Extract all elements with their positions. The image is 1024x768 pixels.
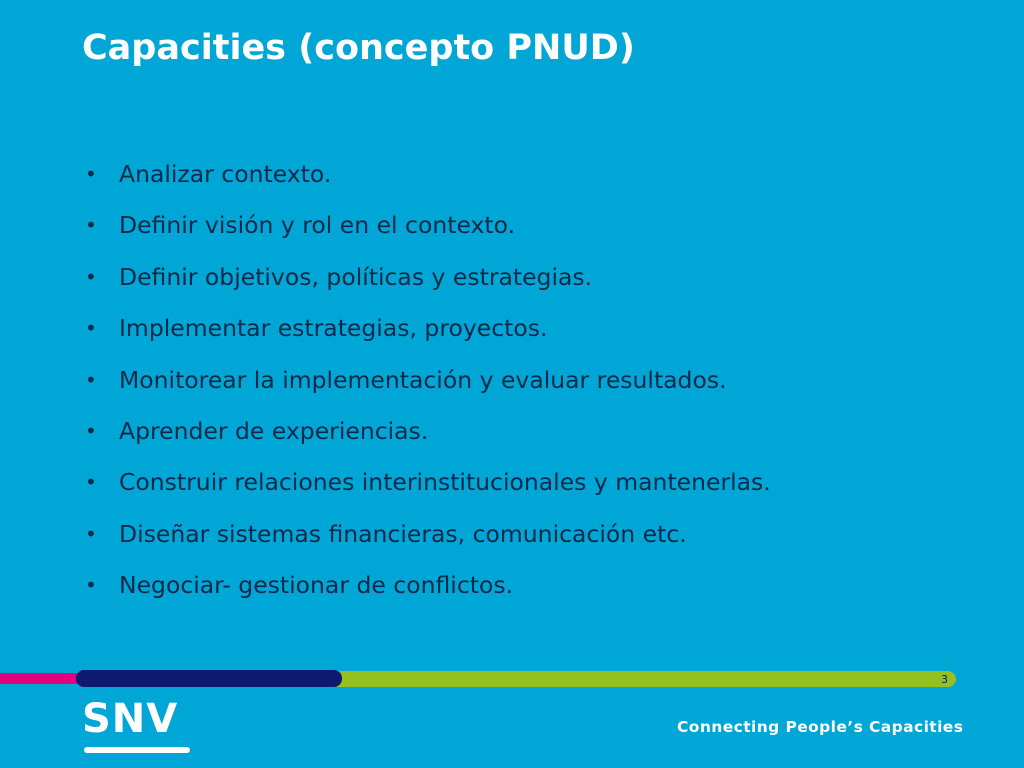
bullet-text: Definir visión y rol en el contexto.	[119, 211, 516, 240]
bullet-icon: •	[85, 470, 97, 495]
bullet-icon: •	[85, 264, 97, 289]
bullet-text: Diseñar sistemas financieras, comunicación etc.	[119, 519, 687, 548]
bullet-icon: •	[85, 213, 97, 238]
bullet-icon: •	[85, 521, 97, 546]
bullet-text: Analizar contexto.	[119, 160, 332, 188]
bullet-text: Negociar- gestionar de conflictos.	[119, 571, 514, 600]
snv-logo-underline	[84, 747, 190, 753]
bullet-text: Aprender de experiencias.	[119, 416, 429, 445]
bullet-text: Construir relaciones interinstitucionales y mantenerlas.	[119, 468, 771, 497]
slide-title: Capacities (concepto PNUD)	[82, 28, 635, 68]
bullet-text: Definir objetivos, políticas y estrategias.	[119, 262, 593, 291]
snv-logo	[82, 697, 194, 757]
bullet-icon: •	[85, 162, 97, 186]
page-number: 3	[941, 673, 948, 686]
footer-bar-navy-segment	[76, 670, 342, 687]
snv-logo-text: SNV	[82, 696, 179, 742]
bullet-icon: •	[85, 418, 97, 443]
bullet-icon: •	[85, 316, 97, 341]
bullet-text: Monitorear la implementación y evaluar resultados.	[119, 365, 727, 394]
footer-color-bar	[0, 670, 956, 687]
bullet-icon: •	[85, 573, 97, 598]
footer-tagline: Connecting People’s Capacities	[677, 718, 964, 736]
footer-bar-green-segment	[300, 671, 956, 687]
bullet-text: Implementar estrategias, proyectos.	[119, 314, 548, 343]
bullet-icon: •	[85, 367, 97, 392]
